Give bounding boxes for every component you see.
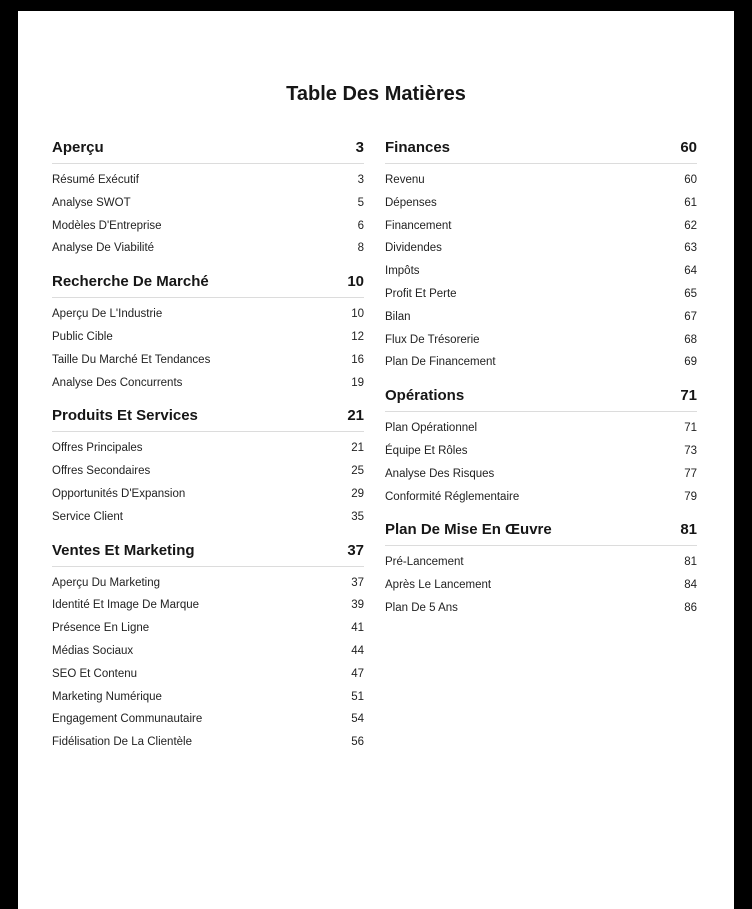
entry-page-number: 6 — [357, 219, 364, 232]
entry-page-number: 69 — [684, 356, 697, 369]
section-title: Plan De Mise En Œuvre — [385, 521, 552, 539]
toc-left-column — [52, 139, 364, 767]
section-heading[interactable] — [52, 542, 364, 567]
entry-page-number: 77 — [684, 467, 697, 480]
toc-entry[interactable] — [52, 731, 364, 754]
toc-section — [385, 387, 697, 508]
entry-page-number: 8 — [357, 242, 364, 255]
toc-entry[interactable] — [385, 417, 697, 440]
entry-page-number: 37 — [351, 576, 364, 589]
entry-page-number: 63 — [684, 242, 697, 255]
entry-label: Dépenses — [385, 196, 437, 209]
entry-label: Opportunités D'Expansion — [52, 487, 186, 500]
section-title: Produits Et Services — [52, 407, 198, 425]
entry-label: Identité Et Image De Marque — [52, 599, 200, 612]
page-title: Table Des Matières — [286, 83, 466, 105]
entry-page-number: 56 — [351, 736, 364, 749]
entry-label: Plan De Financement — [385, 356, 496, 369]
section-heading[interactable] — [385, 521, 697, 546]
toc-entry[interactable] — [385, 192, 697, 215]
entry-label: Marketing Numérique — [52, 690, 162, 703]
entry-page-number: 60 — [684, 174, 697, 186]
entry-label: Offres Principales — [52, 442, 143, 455]
entry-page-number: 54 — [351, 713, 364, 726]
entry-label: Présence En Ligne — [52, 622, 150, 635]
entry-page-number: 44 — [351, 644, 364, 657]
entry-label: Financement — [385, 219, 452, 232]
toc-entry[interactable] — [385, 463, 697, 486]
entry-label: Aperçu De L'Industrie — [52, 308, 163, 321]
entry-page-number: 3 — [357, 174, 364, 186]
entry-label: Plan De 5 Ans — [385, 601, 458, 614]
entry-label: Analyse SWOT — [52, 196, 131, 209]
entry-page-number: 68 — [684, 333, 697, 346]
section-title: Opérations — [385, 387, 465, 405]
toc-entry[interactable] — [385, 597, 697, 620]
document-page — [18, 11, 734, 909]
entry-page-number: 61 — [684, 196, 697, 209]
entry-page-number: 35 — [351, 510, 364, 523]
toc-entry[interactable] — [385, 169, 697, 192]
entry-page-number: 65 — [684, 287, 697, 300]
toc-entry[interactable] — [52, 594, 364, 617]
entry-page-number: 21 — [351, 442, 364, 455]
toc-entry[interactable] — [385, 551, 697, 574]
toc-entry[interactable] — [52, 215, 364, 238]
toc-entry[interactable] — [385, 574, 697, 597]
toc-entry[interactable] — [52, 192, 364, 215]
toc-entry[interactable] — [52, 460, 364, 483]
toc-entry[interactable] — [385, 351, 697, 374]
entry-label: Résumé Exécutif — [52, 174, 139, 186]
entry-label: Public Cible — [52, 330, 113, 343]
toc-entry[interactable] — [52, 572, 364, 595]
entry-page-number: 62 — [684, 219, 697, 232]
toc-entry[interactable] — [52, 617, 364, 640]
section-page-number: 60 — [680, 139, 697, 156]
toc-entry[interactable] — [52, 506, 364, 529]
entry-page-number: 51 — [351, 690, 364, 703]
entry-label: Analyse Des Risques — [385, 467, 495, 480]
entry-page-number: 5 — [357, 196, 364, 209]
toc-entry[interactable] — [52, 326, 364, 349]
entry-label: Revenu — [385, 174, 425, 186]
entry-label: Flux De Trésorerie — [385, 333, 480, 346]
entry-label: Fidélisation De La Clientèle — [52, 736, 192, 749]
section-page-number: 3 — [355, 139, 364, 156]
section-heading[interactable] — [52, 407, 364, 432]
entry-label: Modèles D'Entreprise — [52, 219, 162, 232]
entry-page-number: 29 — [351, 487, 364, 500]
entry-page-number: 84 — [684, 579, 697, 592]
entry-page-number: 67 — [684, 310, 697, 323]
entry-page-number: 79 — [684, 490, 697, 503]
toc-entry[interactable] — [52, 437, 364, 460]
toc-section — [385, 139, 697, 374]
entry-page-number: 10 — [351, 308, 364, 321]
toc-entry[interactable] — [385, 306, 697, 329]
toc-entry[interactable] — [385, 283, 697, 306]
entry-page-number: 47 — [351, 667, 364, 680]
entry-label: Aperçu Du Marketing — [52, 576, 161, 589]
entry-page-number: 41 — [351, 622, 364, 635]
toc-entry[interactable] — [385, 215, 697, 238]
toc-entry[interactable] — [52, 169, 364, 192]
entry-label: Analyse De Viabilité — [52, 242, 155, 255]
toc-section — [385, 521, 697, 619]
entry-label: Engagement Communautaire — [52, 713, 203, 726]
entry-label: Équipe Et Rôles — [385, 444, 468, 457]
entry-label: Service Client — [52, 510, 123, 523]
toc-entry[interactable] — [52, 708, 364, 731]
entry-label: Conformité Réglementaire — [385, 490, 520, 503]
entry-page-number: 12 — [351, 330, 364, 343]
entry-label: Médias Sociaux — [52, 644, 134, 657]
toc-entry[interactable] — [52, 237, 364, 260]
toc-entry[interactable] — [52, 686, 364, 709]
toc-entry[interactable] — [52, 303, 364, 326]
entry-label: Analyse Des Concurrents — [52, 376, 183, 389]
section-heading[interactable] — [52, 139, 364, 164]
toc-entry[interactable] — [385, 440, 697, 463]
entry-label: Pré-Lancement — [385, 556, 464, 569]
entry-label: Impôts — [385, 265, 420, 278]
section-page-number: 81 — [680, 521, 697, 539]
toc-entry[interactable] — [385, 486, 697, 509]
section-page-number: 21 — [347, 407, 364, 425]
entry-page-number: 71 — [684, 422, 697, 435]
toc-entry[interactable] — [52, 483, 364, 506]
section-title: Ventes Et Marketing — [52, 541, 195, 559]
entry-page-number: 19 — [351, 376, 364, 389]
entry-label: SEO Et Contenu — [52, 667, 138, 680]
toc-section — [52, 542, 364, 754]
toc-entry[interactable] — [52, 640, 364, 663]
toc-entry[interactable] — [52, 349, 364, 372]
section-page-number: 10 — [347, 273, 364, 291]
entry-label: Bilan — [385, 310, 411, 323]
entry-label: Taille Du Marché Et Tendances — [52, 353, 211, 366]
entry-label: Après Le Lancement — [385, 579, 492, 592]
toc-right-column — [385, 139, 697, 633]
entry-page-number: 73 — [684, 444, 697, 457]
entry-page-number: 64 — [684, 265, 697, 278]
entry-label: Dividendes — [385, 242, 442, 255]
toc-entry[interactable] — [52, 663, 364, 686]
toc-section — [52, 139, 364, 260]
entry-label: Offres Secondaires — [52, 465, 151, 478]
section-heading[interactable] — [385, 139, 697, 164]
entry-label: Plan Opérationnel — [385, 422, 478, 435]
entry-page-number: 39 — [351, 599, 364, 612]
toc-section — [52, 407, 364, 528]
toc-section — [52, 273, 364, 394]
toc-entry[interactable] — [385, 260, 697, 283]
entry-page-number: 25 — [351, 465, 364, 478]
toc-entry[interactable] — [385, 329, 697, 352]
section-title: Recherche De Marché — [52, 273, 209, 291]
toc-entry[interactable] — [52, 372, 364, 395]
entry-page-number: 86 — [684, 601, 697, 614]
toc-entry[interactable] — [385, 237, 697, 260]
entry-page-number: 16 — [351, 353, 364, 366]
section-title: Aperçu — [52, 139, 104, 156]
section-page-number: 71 — [680, 387, 697, 405]
section-heading[interactable] — [385, 387, 697, 412]
section-title: Finances — [385, 139, 451, 156]
entry-label: Profit Et Perte — [385, 287, 457, 300]
entry-page-number: 81 — [684, 556, 697, 569]
section-page-number: 37 — [347, 541, 364, 559]
section-heading[interactable] — [52, 273, 364, 298]
